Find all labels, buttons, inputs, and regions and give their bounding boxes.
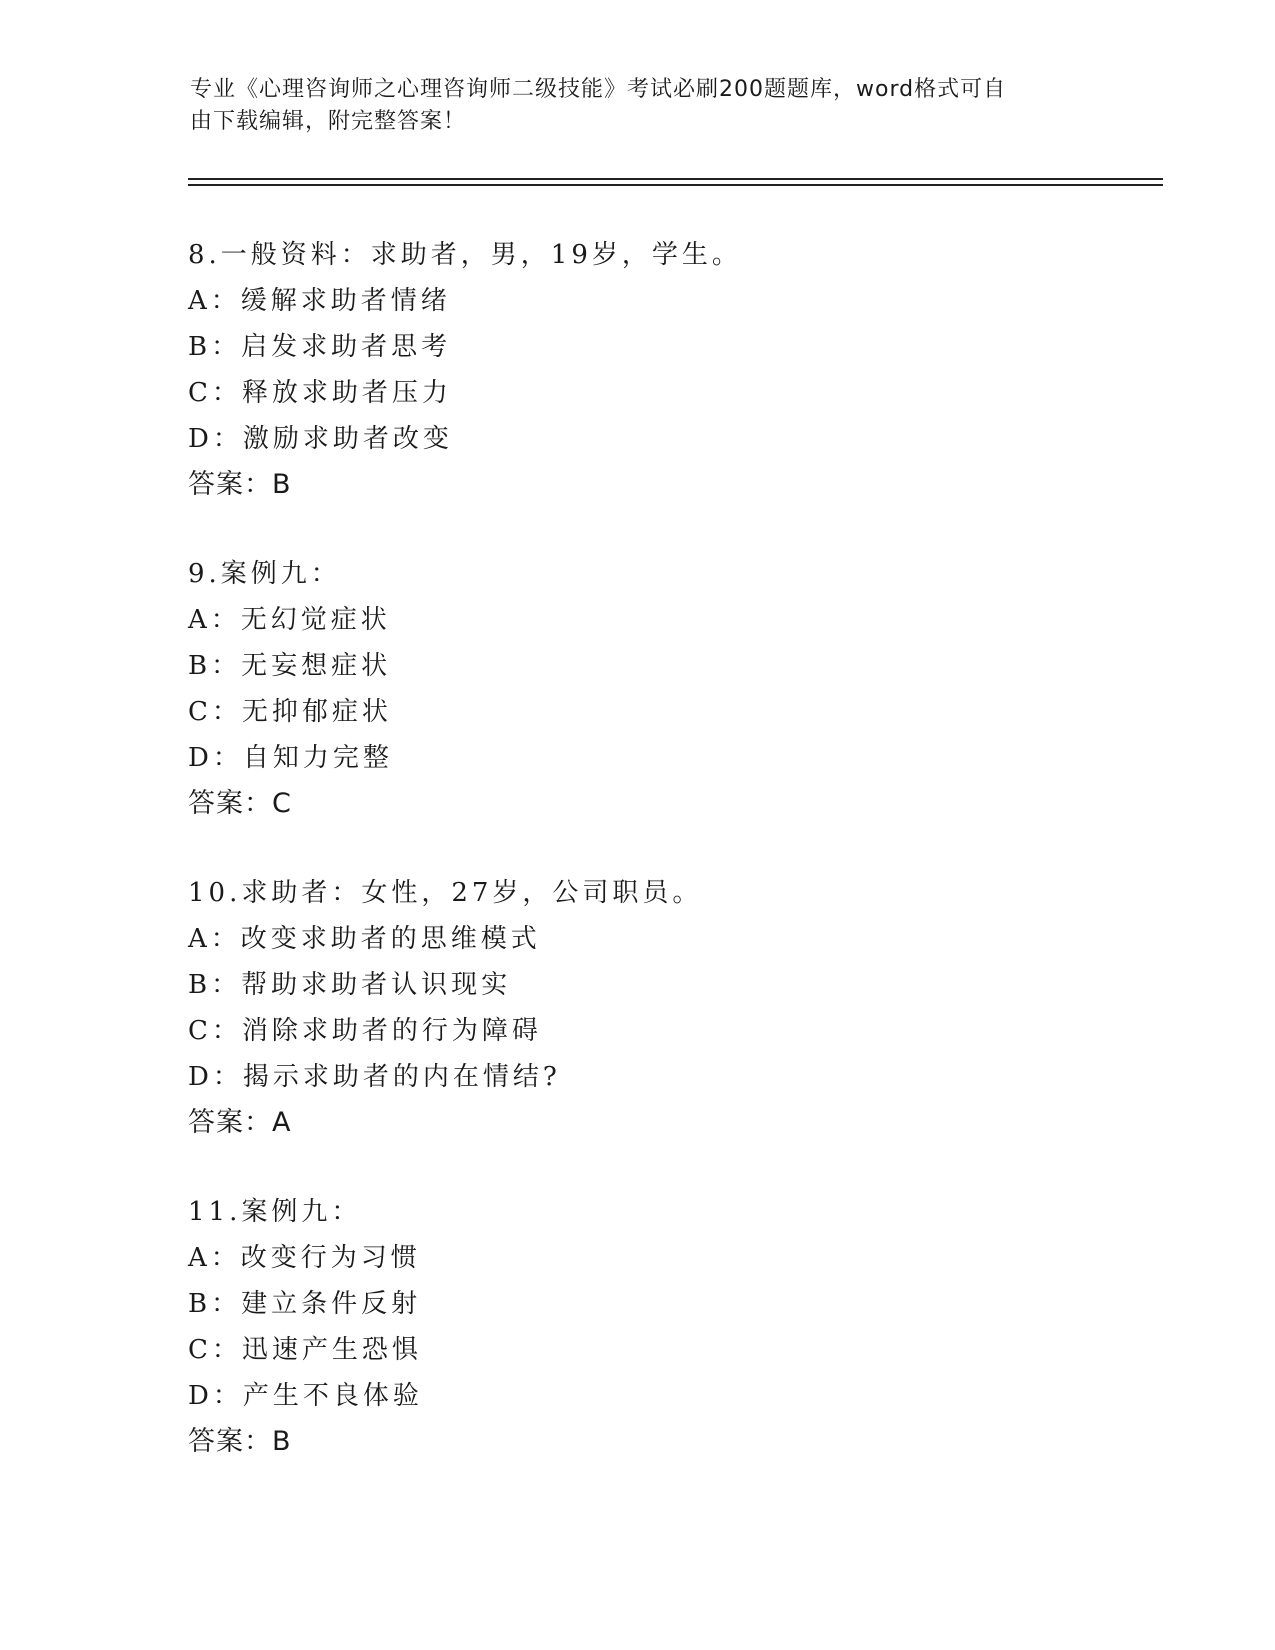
question-11 (188, 1189, 1088, 1465)
question-9 (188, 551, 1088, 827)
header-note-line-2: 由下载编辑，附完整答案！ (190, 109, 467, 134)
question-stem: 10.求助者：女性，27岁，公司职员。 (188, 878, 703, 908)
option-d: D：自知力完整 (188, 743, 393, 773)
question-8 (188, 232, 1088, 508)
question-10 (188, 870, 1088, 1146)
question-stem: 9.案例九： (188, 559, 341, 589)
header-rule-bottom (188, 184, 1163, 186)
option-d: D：产生不良体验 (188, 1381, 423, 1411)
option-b: B：建立条件反射 (188, 1289, 422, 1319)
answer-label: 答案：C (188, 788, 292, 819)
option-a: A：改变行为习惯 (188, 1243, 421, 1273)
option-c: C：无抑郁症状 (188, 697, 392, 727)
header-note-line-1: 专业《心理咨询师之心理咨询师二级技能》考试必刷200题题库，word格式可自 (190, 77, 1007, 102)
header-note (190, 74, 1090, 138)
option-b: B：启发求助者思考 (188, 332, 452, 362)
question-stem: 8.一般资料：求助者，男，19岁，学生。 (188, 240, 742, 270)
option-d: D：激励求助者改变 (188, 424, 453, 454)
option-a: A：缓解求助者情绪 (188, 286, 451, 316)
header-rule-top (188, 178, 1163, 180)
answer-label: 答案：B (188, 1426, 292, 1457)
option-c: C：迅速产生恐惧 (188, 1335, 422, 1365)
option-b: B：无妄想症状 (188, 651, 392, 681)
option-d: D：揭示求助者的内在情结? (188, 1062, 561, 1092)
option-b: B：帮助求助者认识现实 (188, 970, 512, 1000)
question-stem: 11.案例九： (188, 1197, 362, 1227)
option-c: C：消除求助者的行为障碍 (188, 1016, 542, 1046)
answer-label: 答案：A (188, 1107, 292, 1138)
option-a: A：无幻觉症状 (188, 605, 391, 635)
answer-label: 答案：B (188, 469, 292, 500)
option-c: C：释放求助者压力 (188, 378, 452, 408)
option-a: A：改变求助者的思维模式 (188, 924, 541, 954)
